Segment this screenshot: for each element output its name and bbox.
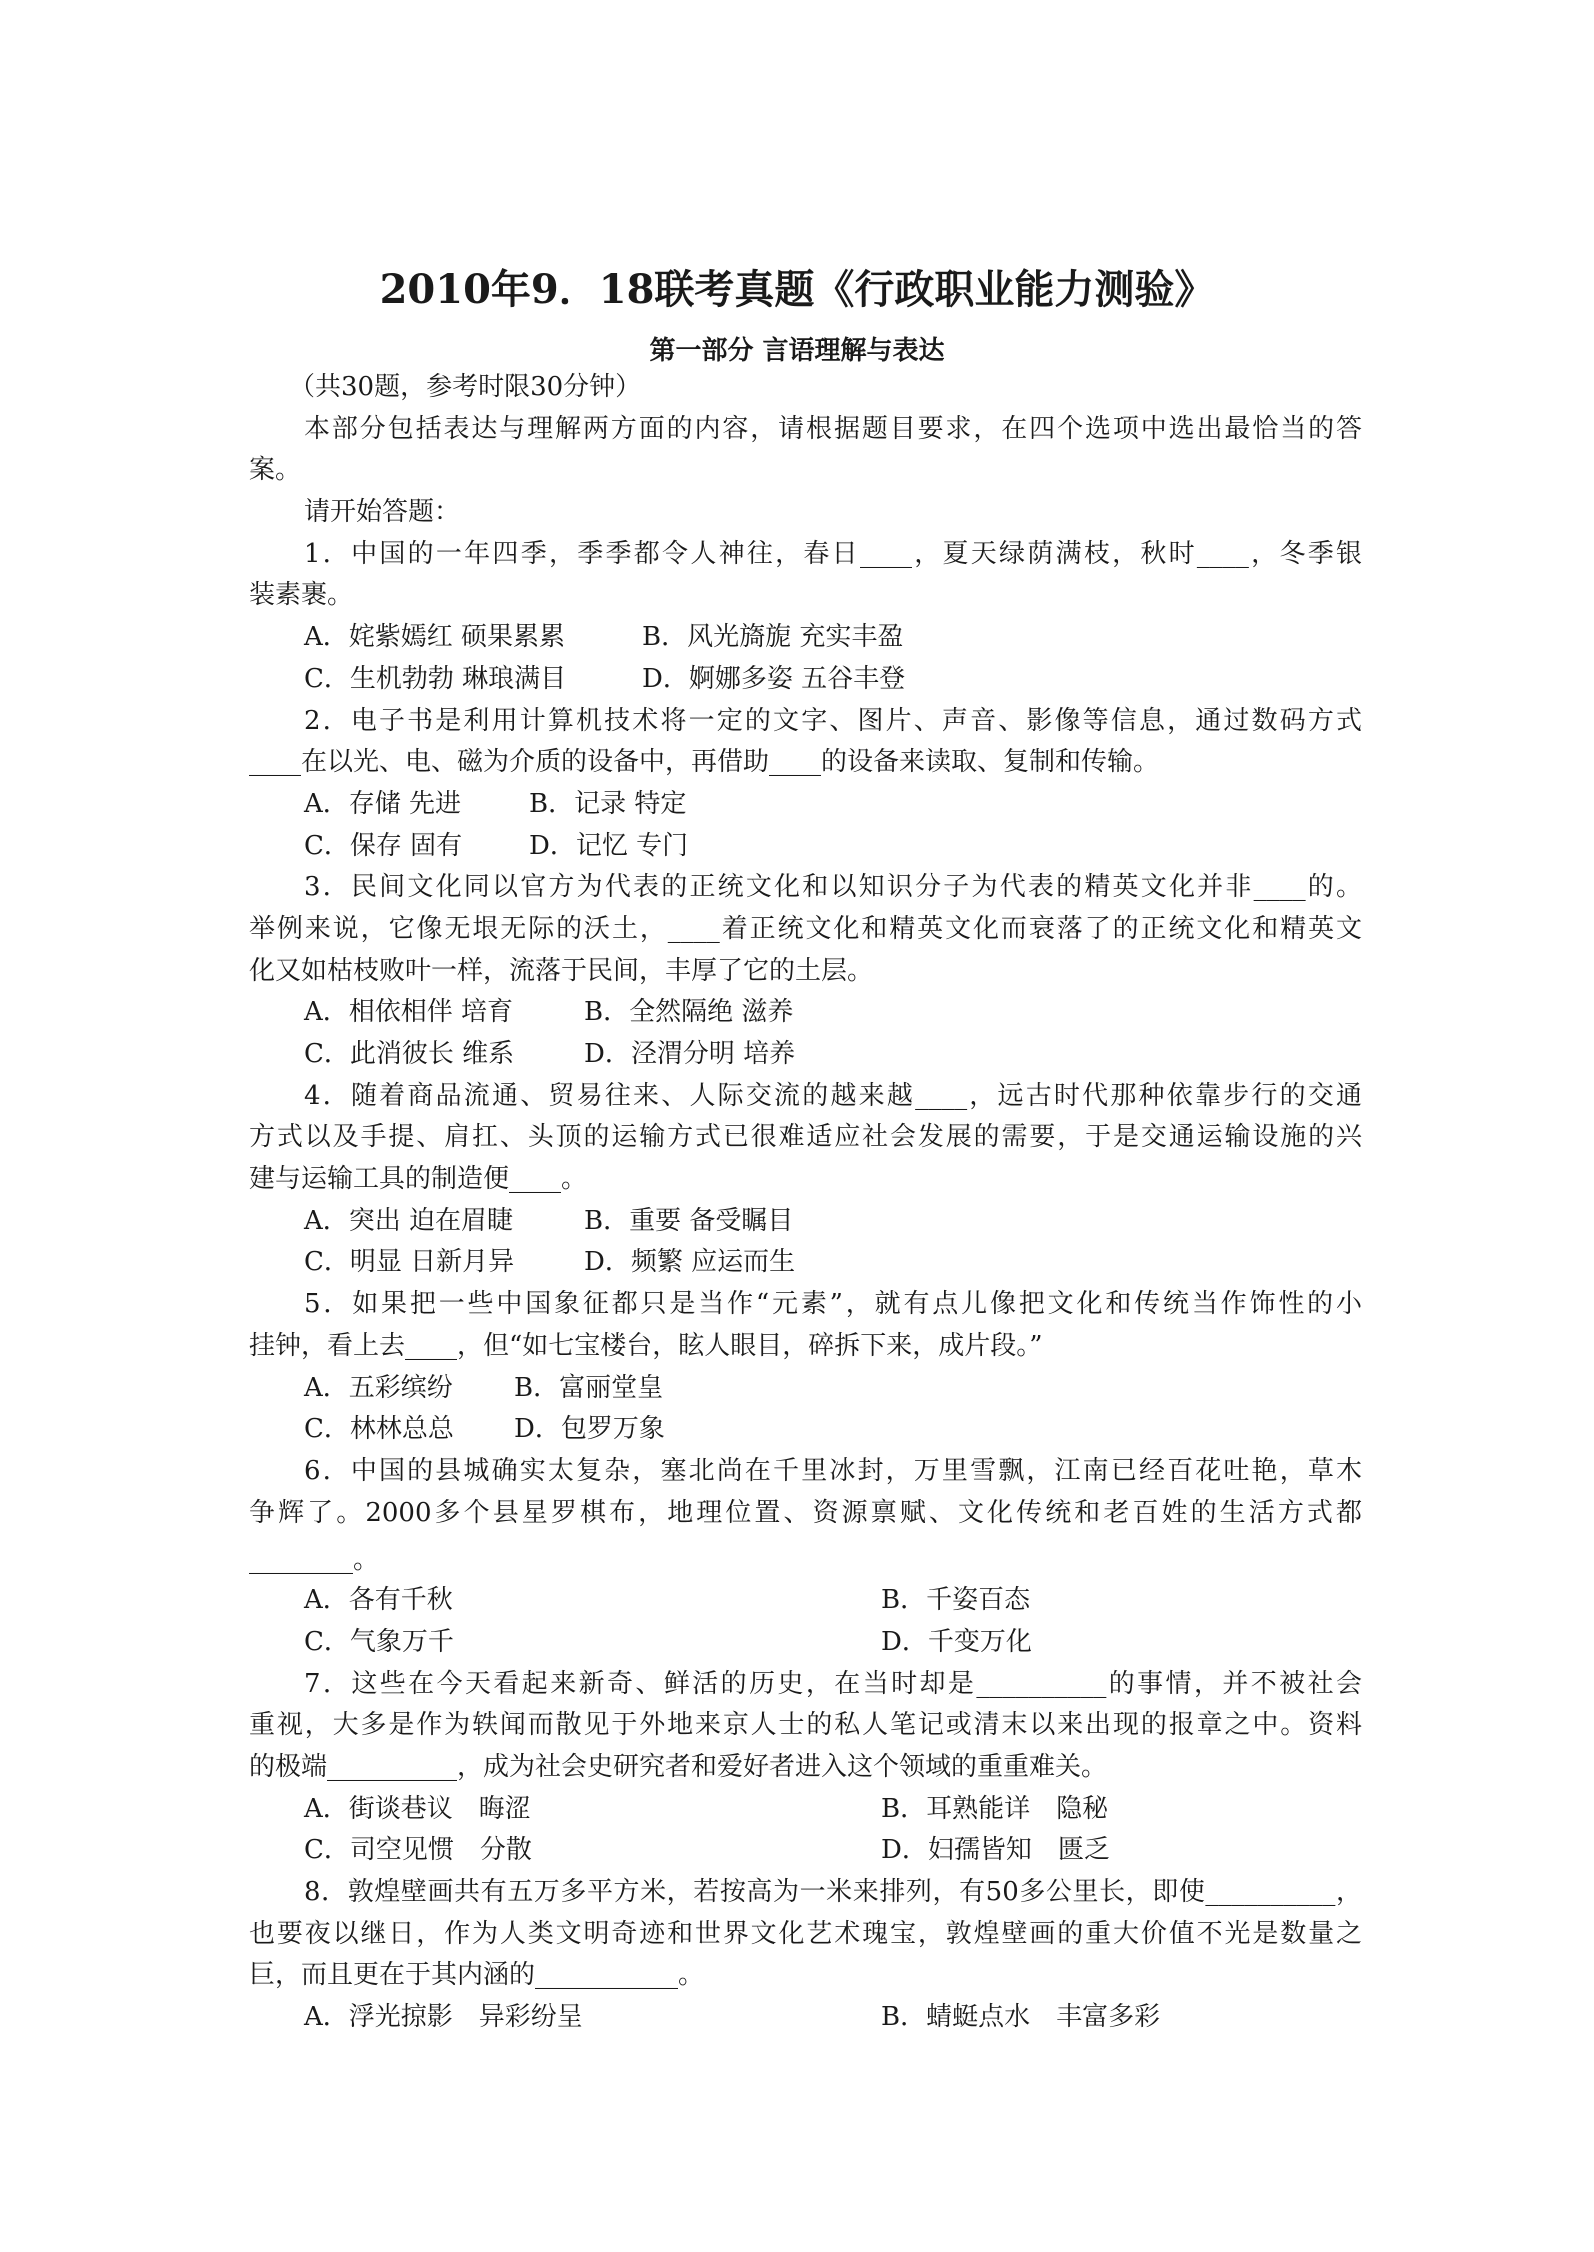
answer-option: C．气象万千 [304, 1626, 454, 1657]
option-row [249, 826, 1362, 868]
answer-option: D．妇孺皆知 匮乏 [881, 1835, 1110, 1866]
question-stem-line: 争辉了。2000多个县星罗棋布，地理位置、资源禀赋、文化传统和老百姓的生活方式都 [249, 1497, 1362, 1528]
document-title: 2010年9．18联考真题《行政职业能力测验》 [379, 266, 1215, 313]
answer-option: B．风光旖旎 充实丰盈 [642, 622, 904, 653]
option-row [249, 1242, 1362, 1284]
answer-option: A．浮光掠影 异彩纷呈 [304, 2002, 583, 2033]
answer-option: B．全然隔绝 滋养 [584, 997, 794, 1028]
answer-option: D．婀娜多姿 五谷丰登 [642, 663, 906, 694]
question-stem-line: 2．电子书是利用计算机技术将一定的文字、图片、声音、影像等信息，通过数码方式 [304, 705, 1362, 736]
question-stem-line: ____在以光、电、磁为介质的设备中，再借助____的设备来读取、复制和传输。 [249, 747, 1160, 778]
option-row [249, 1034, 1362, 1076]
answer-option: A．姹紫嫣红 硕果累累 [304, 622, 566, 653]
answer-option: A．五彩缤纷 [304, 1372, 453, 1403]
question-stem-line: 4．随着商品流通、贸易往来、人际交流的越来越____，远古时代那种依靠步行的交通 [304, 1080, 1362, 1111]
option-row [249, 992, 1362, 1034]
intro-line: 本部分包括表达与理解两方面的内容，请根据题目要求，在四个选项中选出最恰当的答 [304, 413, 1362, 444]
option-row [249, 1580, 1362, 1622]
question-stem-line: 举例来说，它像无垠无际的沃土，____着正统文化和精英文化而衰落了的正统文化和精英文 [249, 913, 1362, 944]
option-row [249, 784, 1362, 826]
answer-option: A．相依相伴 培育 [304, 997, 514, 1028]
answer-option: B．千姿百态 [881, 1585, 1031, 1616]
answer-option: C．明显 日新月异 [304, 1247, 515, 1278]
answer-option: B．重要 备受瞩目 [584, 1205, 794, 1236]
answer-option: D．泾渭分明 培养 [584, 1039, 796, 1069]
document-body [249, 367, 1362, 2039]
question-stem-line: 装素裹。 [249, 580, 354, 611]
answer-option: B．耳熟能详 隐秘 [881, 1793, 1109, 1824]
question-stem-line: 巨，而且更在于其内涵的___________。 [249, 1960, 705, 1991]
option-row [249, 1409, 1362, 1451]
answer-option: D．频繁 应运而生 [584, 1247, 796, 1278]
option-row [249, 617, 1362, 659]
option-row [249, 1997, 1362, 2039]
answer-option: C．保存 固有 [304, 830, 463, 861]
question-stem-line: 也要夜以继日，作为人类文明奇迹和世界文化艺术瑰宝，敦煌壁画的重大价值不光是数量之 [249, 1918, 1362, 1949]
answer-option: D．千变万化 [881, 1626, 1032, 1657]
question-stem-line: 挂钟，看上去____，但“如七宝楼台，眩人眼目，碎拆下来，成片段。” [249, 1330, 1043, 1361]
section-note: （共30题，参考时限30分钟） [289, 372, 642, 402]
option-row [249, 1789, 1362, 1831]
question-stem-line: ________。 [249, 1545, 380, 1576]
answer-option: B．记录 特定 [529, 788, 687, 819]
option-row [249, 1368, 1362, 1410]
answer-option: D．记忆 专门 [529, 830, 689, 861]
question-stem-line: 方式以及手提、肩扛、头顶的运输方式已很难适应社会发展的需要，于是交通运输设施的兴 [249, 1122, 1362, 1153]
question-stem-line: 3．民间文化同以官方为代表的正统文化和以知识分子为代表的精英文化并非____的。 [304, 872, 1362, 903]
question-stem-line: 建与运输工具的制造便____。 [249, 1164, 588, 1195]
answer-option: C．生机勃勃 琳琅满目 [304, 663, 567, 694]
question-stem-line: 的极端__________，成为社会史研究者和爱好者进入这个领域的重重难关。 [249, 1752, 1108, 1782]
option-row [249, 659, 1362, 701]
intro-line: 案。 [249, 455, 302, 486]
answer-option: C．此消彼长 维系 [304, 1039, 515, 1069]
option-row [249, 1830, 1362, 1872]
option-row [249, 1201, 1362, 1243]
answer-option: C．林林总总 [304, 1414, 454, 1445]
answer-option: A．各有千秋 [304, 1585, 453, 1616]
question-stem-line: 7．这些在今天看起来新奇、鲜活的历史，在当时却是__________的事情，并不被社会 [304, 1668, 1362, 1699]
answer-option: B．蜻蜓点水 丰富多彩 [881, 2002, 1161, 2033]
answer-option: C．司空见惯 分散 [304, 1835, 532, 1866]
option-row [249, 1622, 1362, 1664]
answer-option: A．突出 迫在眉睫 [304, 1205, 514, 1236]
question-stem-line: 重视，大多是作为轶闻而散见于外地来京人士的私人笔记或清末以来出现的报章之中。资料 [249, 1710, 1362, 1741]
question-stem-line: 8．敦煌壁画共有五万多平方米，若按高为一米来排列，有50多公里长，即使__________， [304, 1877, 1362, 1908]
answer-option: D．包罗万象 [514, 1414, 665, 1445]
start-prompt: 请开始答题： [304, 497, 461, 528]
question-stem-line: 化又如枯枝败叶一样，流落于民间，丰厚了它的土层。 [249, 955, 874, 986]
question-stem-line: 5．如果把一些中国象征都只是当作“元素”，就有点儿像把文化和传统当作饰性的小 [304, 1289, 1362, 1320]
section-heading: 第一部分 言语理解与表达 [649, 336, 945, 366]
answer-option: A．存储 先进 [304, 788, 462, 819]
question-stem-line: 1．中国的一年四季，季季都令人神往，春日____，夏天绿荫满枝，秋时____，冬季银 [304, 538, 1362, 569]
answer-option: A．街谈巷议 晦涩 [304, 1793, 531, 1824]
question-stem-line: 6．中国的县城确实太复杂，塞北尚在千里冰封，万里雪飘，江南已经百花吐艳，草木 [304, 1455, 1362, 1486]
answer-option: B．富丽堂皇 [514, 1372, 664, 1403]
